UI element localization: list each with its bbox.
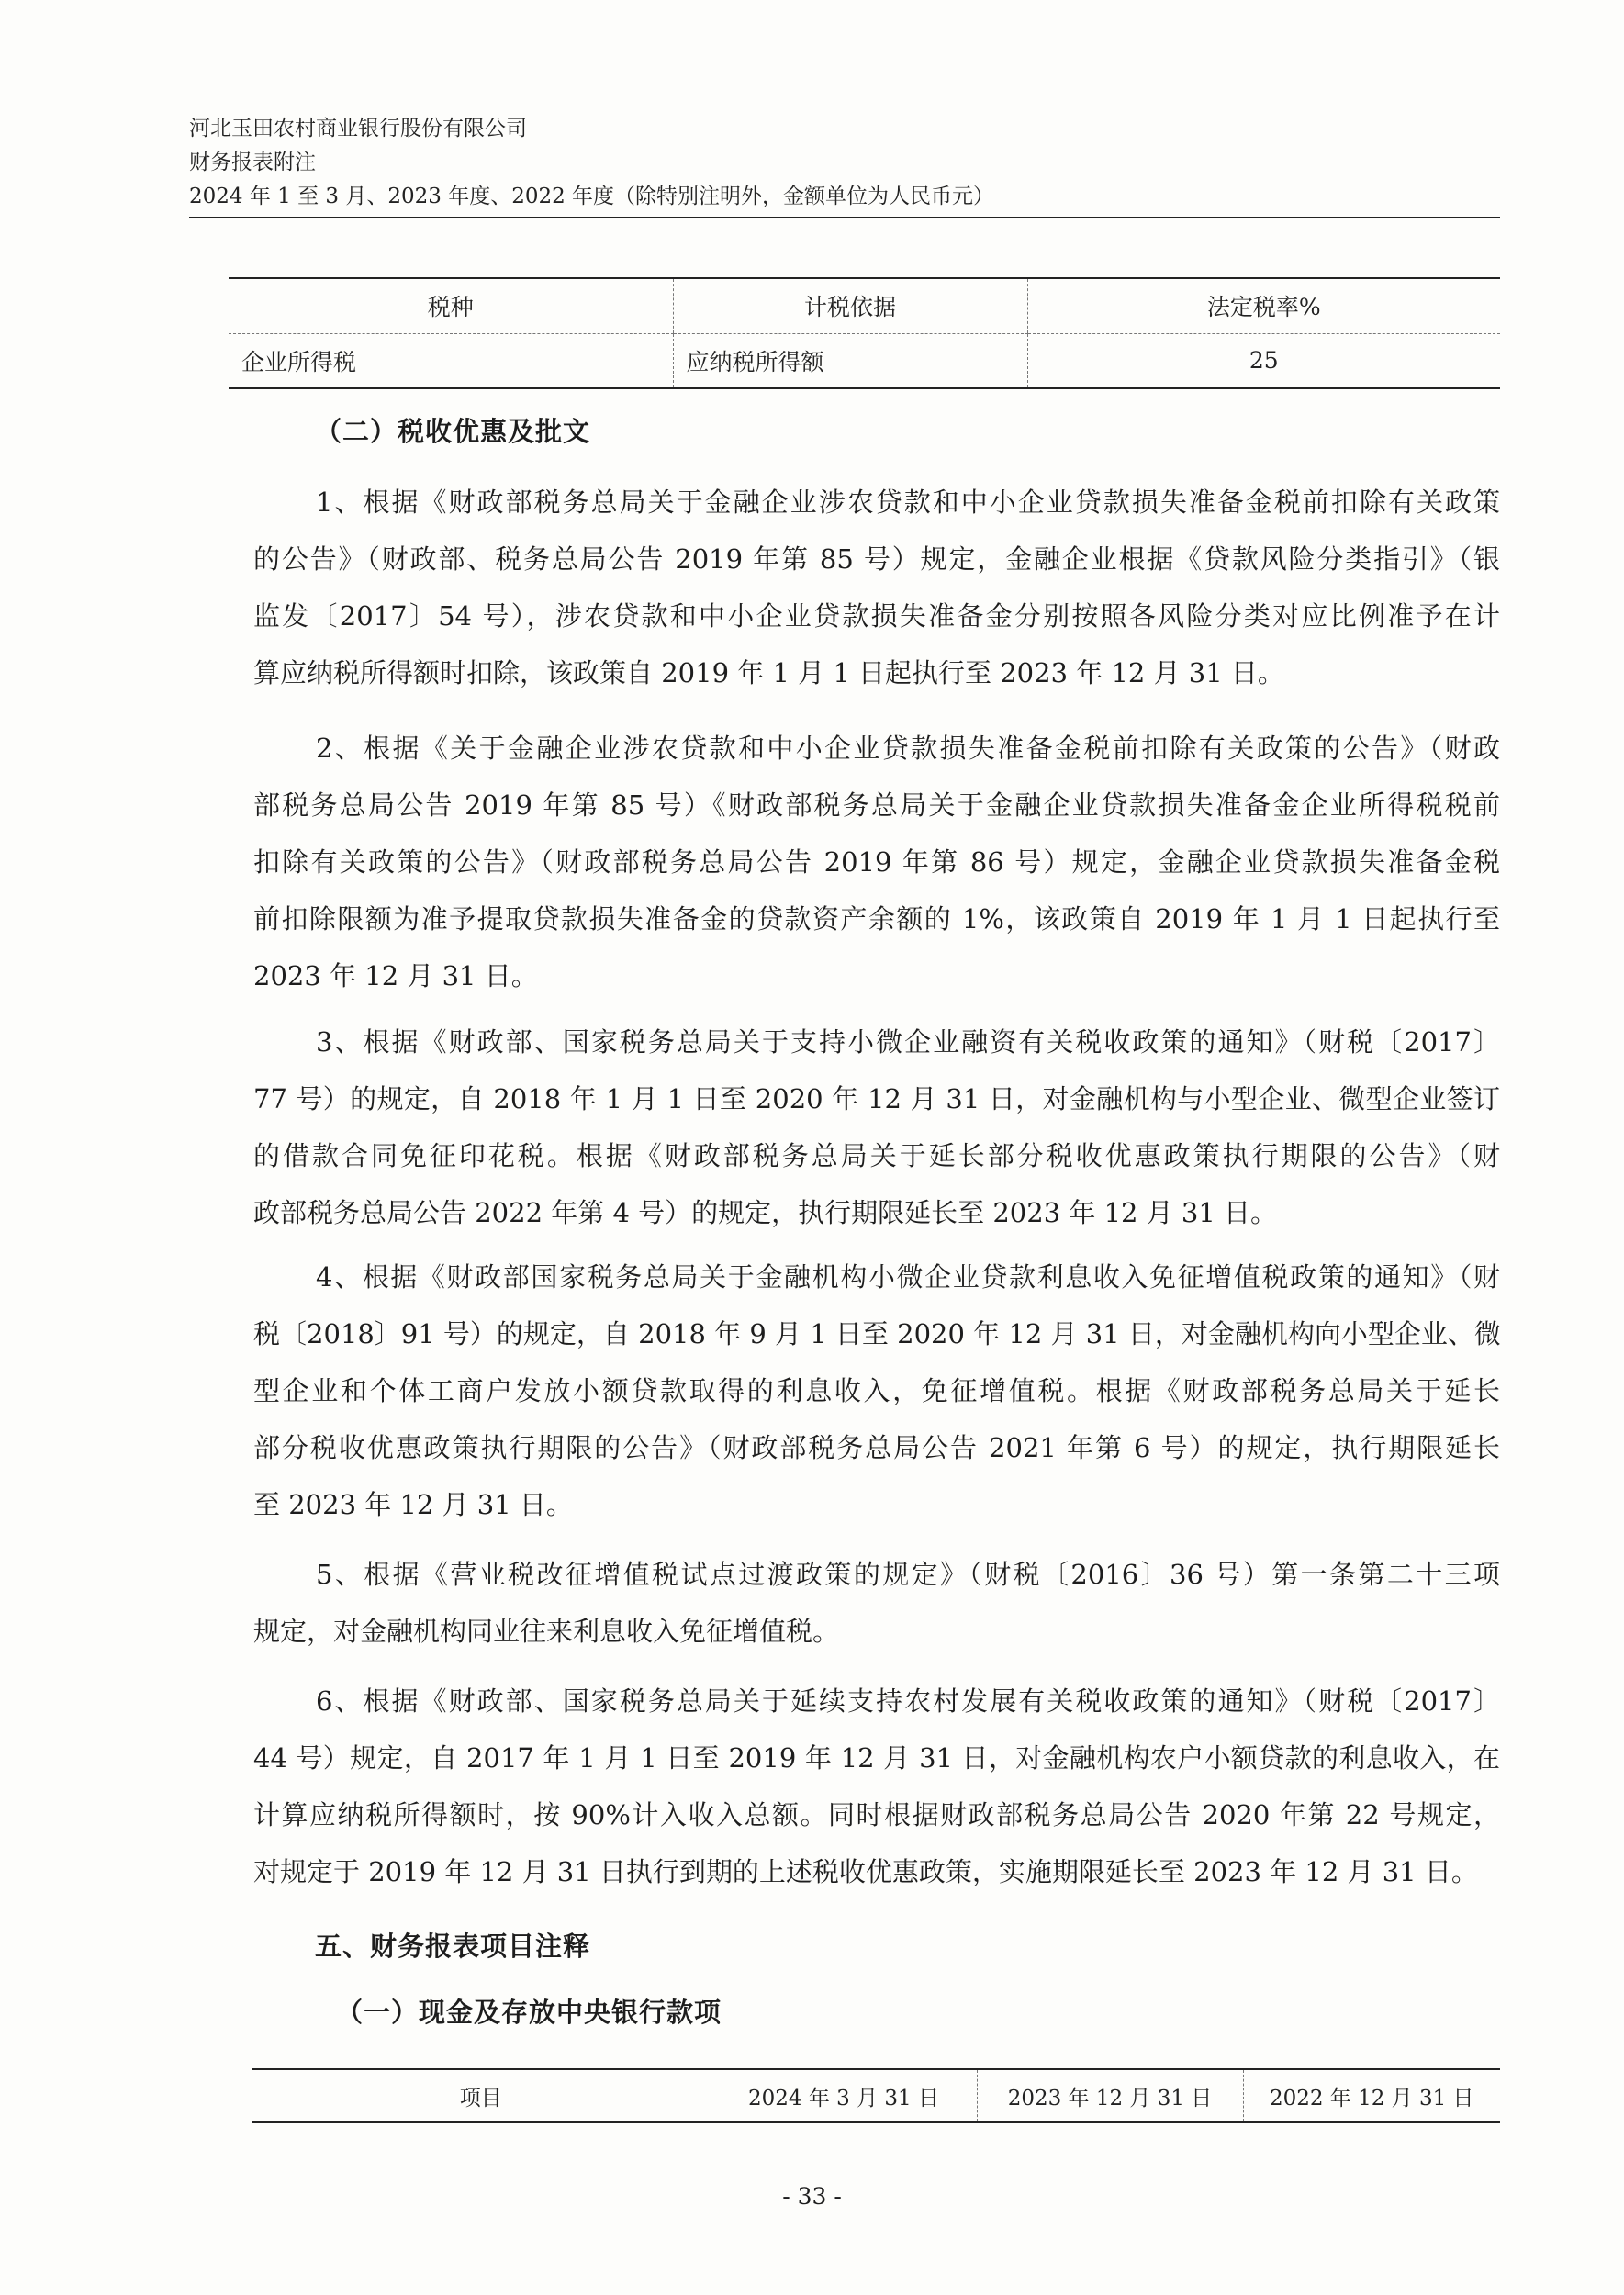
table-header-cell: 项目 <box>252 2069 711 2122</box>
text-line: 型企业和个体工商户发放小额贷款取得的利息收入，免征增值税。根据《财政部税务总局关于延长 <box>253 1375 1500 1406</box>
table-cell: 应纳税所得额 <box>673 333 1027 388</box>
paragraph <box>253 720 1500 1004</box>
text-line: 政部税务总局公告 2022 年第 4 号）的规定，执行期限延长至 2023 年 12 月 31 日。 <box>253 1197 1278 1228</box>
text-line: 44 号）规定，自 2017 年 1 月 1 日至 2019 年 12 月 31 日，对金融机构农户小额贷款的利息收入，在 <box>253 1742 1500 1774</box>
text-line: 部税务总局公告 2019 年第 85 号）《财政部税务总局关于金融企业贷款损失准备金企业所得税税前 <box>253 789 1500 821</box>
section-heading-tax-preference: （二）税收优惠及批文 <box>315 416 591 447</box>
text-line: 算应纳税所得额时扣除，该政策自 2019 年 1 月 1 日起执行至 2023 年 12 月 31 日。 <box>253 657 1284 688</box>
text-line: 监发〔2017〕54 号），涉农贷款和中小企业贷款损失准备金分别按照各风险分类对应比例准予在计 <box>253 600 1500 632</box>
table-header-cell: 计税依据 <box>673 278 1027 333</box>
text-line: 对规定于 2019 年 12 月 31 日执行到期的上述税收优惠政策，实施期限延长至 2023 年 12 月 31 日。 <box>253 1856 1478 1887</box>
section-heading-notes: 五、财务报表项目注释 <box>315 1931 591 1962</box>
paragraph <box>253 474 1500 701</box>
text-line: 6、根据《财政部、国家税务总局关于延续支持农村发展有关税收政策的通知》（财税〔2017〕 <box>316 1685 1500 1717</box>
table-header-row <box>252 2069 1500 2122</box>
text-line: 4、根据《财政部国家税务总局关于金融机构小微企业贷款利息收入免征增值税政策的通知》（财 <box>316 1261 1500 1293</box>
table-header-cell: 2024 年 3 月 31 日 <box>711 2069 977 2122</box>
text-line: 5、根据《营业税改征增值税试点过渡政策的规定》（财税〔2016〕36 号）第一条第二十三项 <box>316 1559 1500 1590</box>
header-divider <box>189 217 1500 218</box>
text-line: 2、根据《关于金融企业涉农贷款和中小企业贷款损失准备金税前扣除有关政策的公告》（财政 <box>316 733 1500 764</box>
text-line: 2023 年 12 月 31 日。 <box>253 960 538 991</box>
text-line: 至 2023 年 12 月 31 日。 <box>253 1489 573 1520</box>
text-line: 部分税收优惠政策执行期限的公告》（财政部税务总局公告 2021 年第 6 号）的规定，执行期限延长 <box>253 1432 1500 1463</box>
company-name: 河北玉田农村商业银行股份有限公司 <box>189 117 527 140</box>
text-line: 的借款合同免征印花税。根据《财政部税务总局关于延长部分税收优惠政策执行期限的公告》（财 <box>253 1140 1500 1171</box>
table-header-cell: 法定税率% <box>1027 278 1500 333</box>
table-header-cell: 2022 年 12 月 31 日 <box>1243 2069 1500 2122</box>
table-cell: 企业所得税 <box>229 333 673 388</box>
text-line: 扣除有关政策的公告》（财政部税务总局公告 2019 年第 86 号）规定，金融企业贷款损失准备金税 <box>253 846 1500 878</box>
tax-rate-table <box>229 277 1500 389</box>
reporting-period: 2024 年 1 至 3 月、2023 年度、2022 年度（除特别注明外，金额单位为人民币元） <box>189 185 995 208</box>
table-row <box>229 333 1500 388</box>
page-header <box>189 112 994 214</box>
text-line: 计算应纳税所得额时，按 90%计入收入总额。同时根据财政部税务总局公告 2020 年第 22 号规定， <box>253 1799 1500 1830</box>
page-number: - 33 - <box>782 2183 842 2210</box>
text-line: 3、根据《财政部、国家税务总局关于支持小微企业融资有关税收政策的通知》（财税〔2017〕 <box>316 1026 1500 1058</box>
paragraph <box>253 1248 1500 1533</box>
document-type: 财务报表附注 <box>189 151 316 174</box>
table-header-cell: 税种 <box>229 278 673 333</box>
text-line: 的公告》（财政部、税务总局公告 2019 年第 85 号）规定，金融企业根据《贷款风险分类指引》（银 <box>253 543 1500 575</box>
table-cell: 25 <box>1027 333 1500 388</box>
text-line: 77 号）的规定，自 2018 年 1 月 1 日至 2020 年 12 月 31 日，对金融机构与小型企业、微型企业签订 <box>253 1083 1500 1114</box>
table-header-row <box>229 278 1500 333</box>
table-header-cell: 2023 年 12 月 31 日 <box>977 2069 1243 2122</box>
text-line: 1、根据《财政部税务总局关于金融企业涉农贷款和中小企业贷款损失准备金税前扣除有关政策 <box>316 487 1500 518</box>
text-line: 规定，对金融机构同业往来利息收入免征增值税。 <box>253 1616 840 1647</box>
paragraph <box>253 1673 1500 1900</box>
text-line: 前扣除限额为准予提取贷款损失准备金的贷款资产余额的 1%，该政策自 2019 年 1 月 1 日起执行至 <box>253 903 1500 935</box>
text-line: 税〔2018〕91 号）的规定，自 2018 年 9 月 1 日至 2020 年 12 月 31 日，对金融机构向小型企业、微 <box>253 1318 1501 1349</box>
paragraph <box>253 1546 1500 1660</box>
cash-table <box>252 2068 1500 2123</box>
section-heading-cash: （一）现金及存放中央银行款项 <box>336 1997 722 2028</box>
paragraph <box>253 1013 1500 1241</box>
